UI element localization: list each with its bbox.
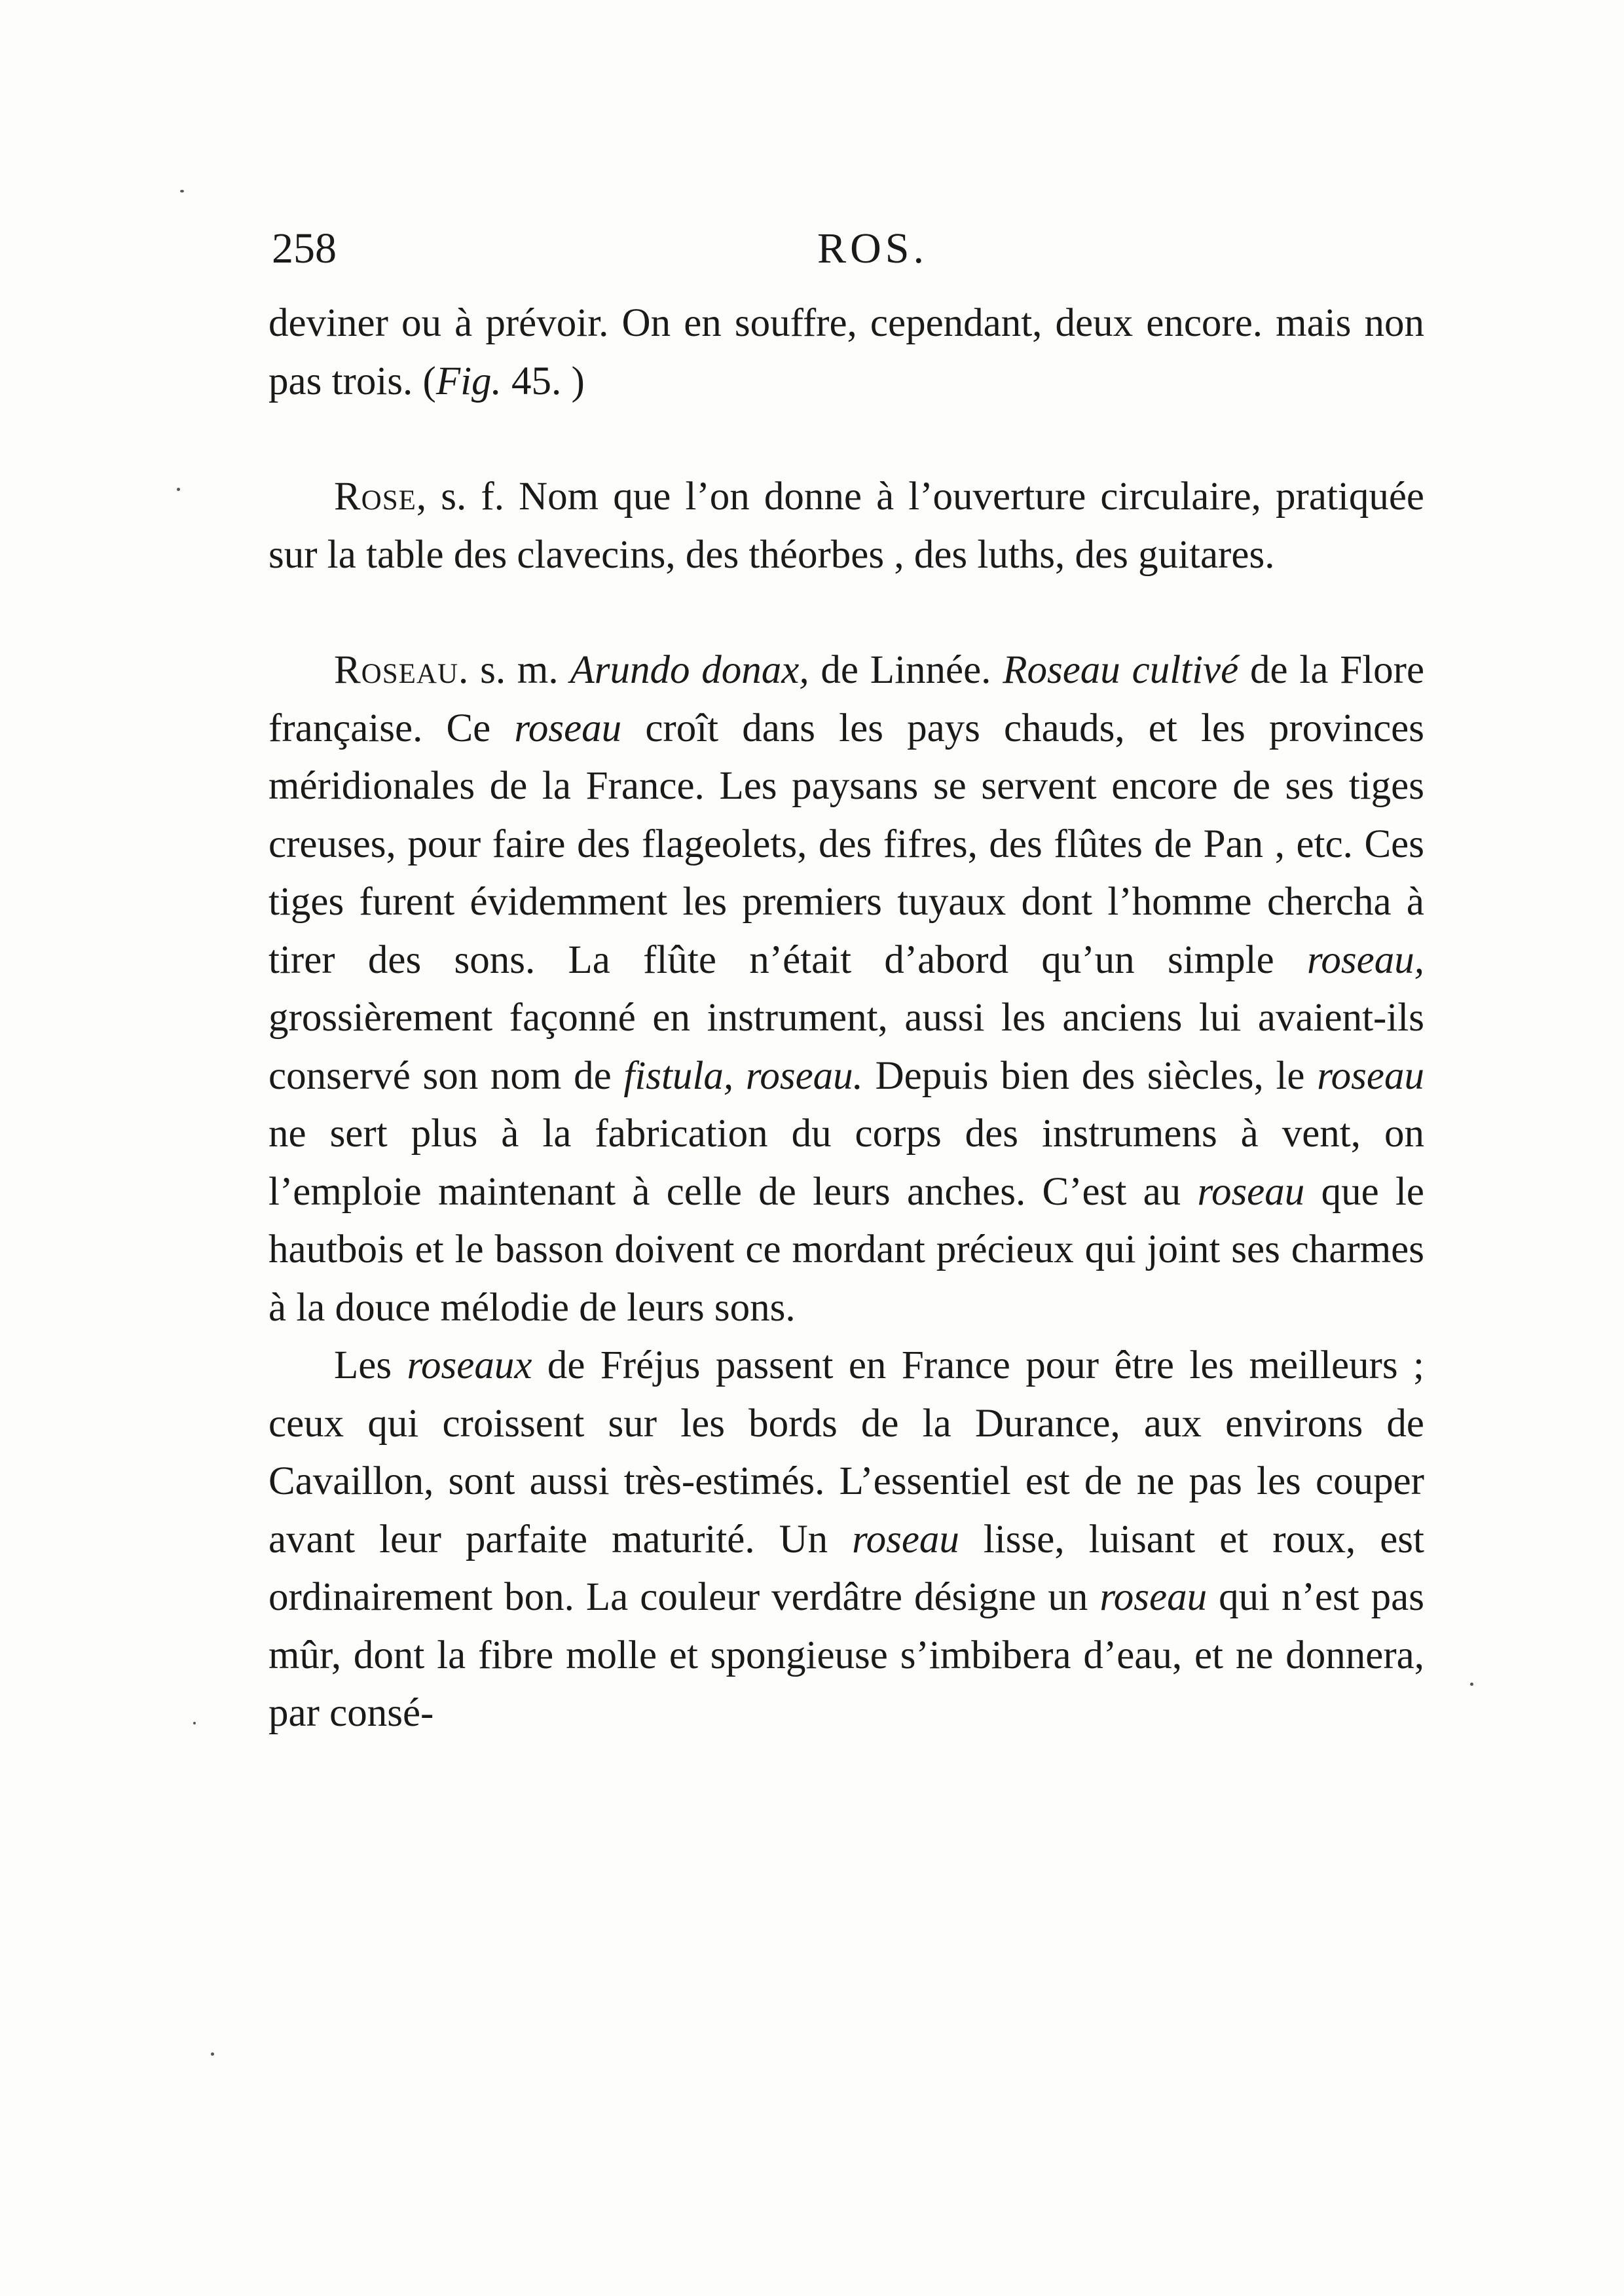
text-run: que le hautbois et le basson doivent ce mordant précieux qui joint ses charmes à la douce mélodie de leurs sons.	[268, 1169, 1424, 1330]
italic-run: roseau	[1099, 1575, 1208, 1619]
page-number: 258	[272, 225, 337, 272]
italic-run: roseau	[1197, 1169, 1305, 1214]
paragraph-gap	[268, 584, 1424, 642]
text-run: lisse, luisant et roux, est ordinairement bon. La couleur verdâtre désigne un	[268, 1517, 1424, 1619]
paragraph-continuation	[268, 295, 1424, 410]
text-run: grossièrement façonné en instrument, aussi les anciens lui avaient-ils conservé son nom de	[268, 996, 1424, 1098]
entry-roseau	[268, 642, 1424, 1337]
italic-run: roseau,	[1306, 938, 1424, 982]
italic-run: Fig.	[435, 359, 502, 403]
italic-run: roseau	[852, 1517, 959, 1561]
paper-speck	[180, 190, 184, 192]
text-run: Les	[334, 1343, 407, 1387]
text-run: 45. )	[501, 359, 585, 403]
text-run: , s. f. Nom que l’on donne à l’ouverture circulaire, pratiquée sur la table des clavecins, des théorbes , des luths, des guitares.	[268, 475, 1424, 577]
text-run: de la Flore française. Ce	[268, 648, 1425, 750]
entry-headword: Roseau	[334, 648, 459, 692]
text-run: Depuis bien des siècles, le	[862, 1053, 1318, 1098]
italic-run: roseau	[1317, 1053, 1424, 1098]
text-run: croît dans les pays chauds, et les provinces méridionales de la France. Les paysans se servent encore de ses tiges creuses, pour faire des flageolets, des fifres, des flûtes de Pan , etc. Ces tiges furent évidemment les premiers tuyaux dont l’homme chercha à tirer des sons. La flûte n’était d’abord qu’un simple	[268, 706, 1424, 982]
italic-run: Roseau cultivé	[1003, 648, 1239, 692]
text-run: deviner ou à prévoir. On en souffre, cependant, deux encore. mais non pas trois. (	[268, 301, 1424, 403]
text-run: qui n’est pas mûr, dont la fibre molle et spongieuse s’imbibera d’eau, et ne donnera, par consé-	[268, 1575, 1424, 1735]
running-head	[272, 219, 1421, 278]
italic-run: roseaux	[407, 1343, 532, 1387]
paper-speck	[1470, 1683, 1473, 1686]
entry-rose	[268, 468, 1424, 584]
body-text	[268, 295, 1424, 1743]
italic-run: Arundo donax,	[570, 648, 809, 692]
italic-run: fistula, roseau.	[623, 1053, 863, 1098]
paragraph-gap	[268, 410, 1424, 468]
text-run: ne sert plus à la fabrication du corps des instrumens à vent, on l’emploie maintenant à celle de leurs anches. C’est au	[268, 1112, 1424, 1214]
paper-speck	[193, 1722, 196, 1724]
text-run: de Linnée.	[809, 648, 1003, 692]
paper-speck	[211, 2052, 214, 2056]
paragraph-roseaux-frejus	[268, 1337, 1424, 1743]
text-run: de Fréjus passent en France pour être les meilleurs ; ceux qui croissent sur les bords de la Durance, aux environs de Cavaillon, sont aussi très-estimés. L’essentiel est de ne pas les couper avant leur parfaite maturité. Un	[268, 1343, 1424, 1561]
paper-speck	[177, 488, 180, 491]
text-run: . s. m.	[458, 648, 570, 692]
italic-run: roseau	[514, 706, 622, 750]
running-title: ROS.	[817, 225, 928, 272]
entry-headword: Rose	[334, 475, 416, 519]
